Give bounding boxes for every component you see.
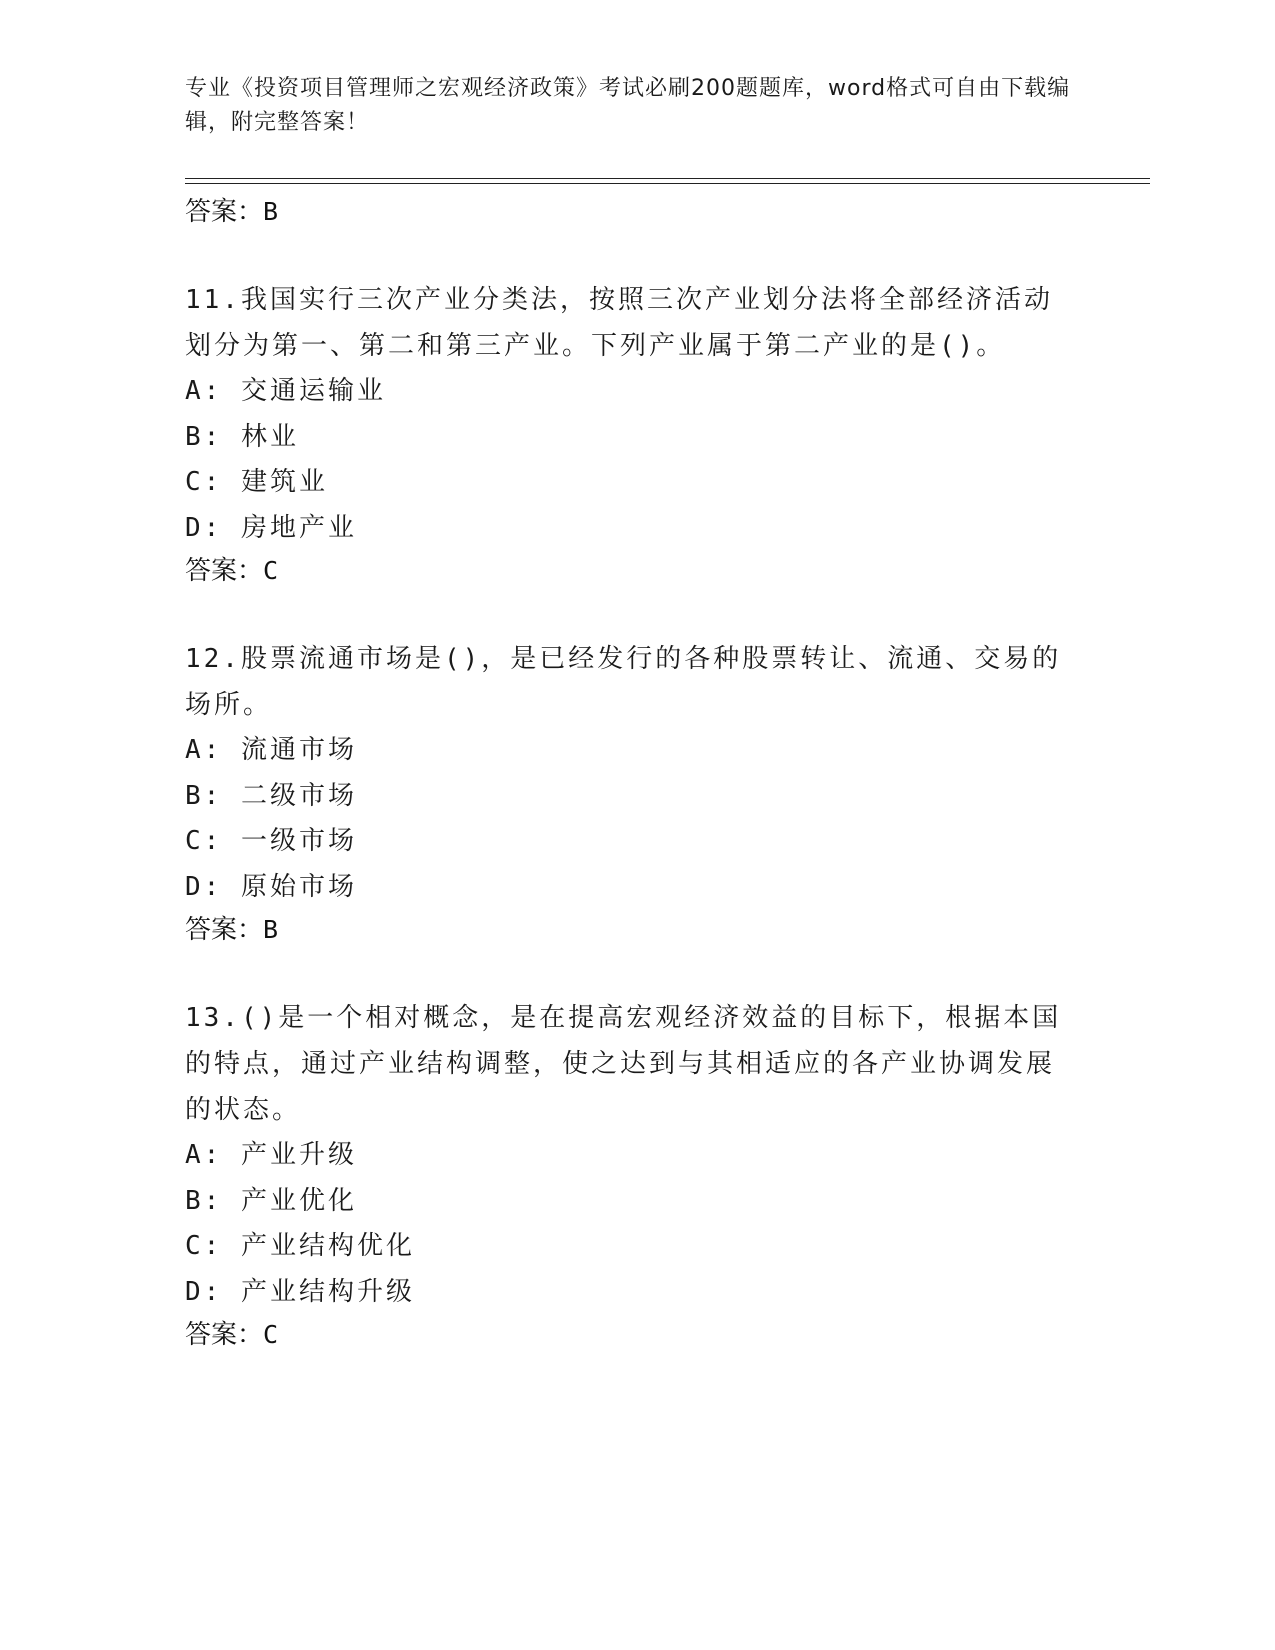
answer-line xyxy=(185,551,1075,591)
option-b xyxy=(185,774,1075,820)
option-text: 原始市场 xyxy=(240,871,357,902)
option-text: 一级市场 xyxy=(240,826,357,856)
option-d xyxy=(185,865,1075,911)
option-text: 二级市场 xyxy=(240,780,357,811)
option-d xyxy=(185,506,1075,552)
question-13 xyxy=(185,995,1075,1355)
header-divider-bottom xyxy=(185,183,1150,184)
option-label: B: xyxy=(185,421,223,452)
header-divider-top xyxy=(185,178,1150,179)
option-a xyxy=(185,369,1075,415)
answer-label: 答案： xyxy=(185,556,264,586)
question-stem: 11.我国实行三次产业分类法，按照三次产业划分法将全部经济活动划分为第一、第二和第三产业。下列产业属于第二产业的是()。 xyxy=(185,285,1053,361)
option-text: 产业优化 xyxy=(240,1185,357,1216)
option-label: C: xyxy=(185,467,223,497)
option-text: 产业结构升级 xyxy=(240,1276,415,1307)
option-label: A: xyxy=(185,376,223,406)
answer-value: C xyxy=(263,1320,279,1349)
option-text: 交通运输业 xyxy=(240,376,386,406)
answer-label: 答案： xyxy=(185,915,264,945)
answer-label: 答案： xyxy=(185,197,264,227)
document-header: 专业《投资项目管理师之宏观经济政策》考试必刷200题题库，word格式可自由下载编辑，附完整答案！ xyxy=(185,76,1071,135)
option-text: 产业升级 xyxy=(240,1140,357,1170)
option-label: D: xyxy=(185,512,223,543)
option-text: 流通市场 xyxy=(240,735,357,765)
answer-line xyxy=(185,1315,1075,1355)
option-text: 建筑业 xyxy=(240,467,328,497)
option-b xyxy=(185,415,1075,461)
option-b xyxy=(185,1179,1075,1225)
option-label: B: xyxy=(185,1185,223,1216)
option-label: D: xyxy=(185,871,223,902)
option-c xyxy=(185,819,1075,865)
option-c xyxy=(185,460,1075,506)
question-12 xyxy=(185,636,1075,950)
option-text: 产业结构优化 xyxy=(240,1231,415,1261)
option-label: A: xyxy=(185,1140,223,1170)
option-label: D: xyxy=(185,1276,223,1307)
option-text: 林业 xyxy=(240,421,299,452)
question-11 xyxy=(185,277,1075,591)
option-label: A: xyxy=(185,735,223,765)
answer-line xyxy=(185,910,1075,950)
option-label: C: xyxy=(185,1231,223,1261)
option-text: 房地产业 xyxy=(240,512,357,543)
question-stem: 12.股票流通市场是()，是已经发行的各种股票转让、流通、交易的场所。 xyxy=(185,644,1062,720)
answer-value: B xyxy=(263,197,279,226)
option-c xyxy=(185,1224,1075,1270)
question-list xyxy=(185,192,1075,1355)
option-a xyxy=(185,728,1075,774)
question-stem: 13.()是一个相对概念，是在提高宏观经济效益的目标下，根据本国的特点，通过产业结构调整，使之达到与其相适应的各产业协调发展的状态。 xyxy=(185,1003,1062,1125)
answer-line xyxy=(185,192,1075,232)
answer-label: 答案： xyxy=(185,1320,264,1350)
answer-value: C xyxy=(263,556,279,585)
option-label: B: xyxy=(185,780,223,811)
option-d xyxy=(185,1270,1075,1316)
option-label: C: xyxy=(185,826,223,856)
answer-value: B xyxy=(263,915,279,944)
option-a xyxy=(185,1133,1075,1179)
